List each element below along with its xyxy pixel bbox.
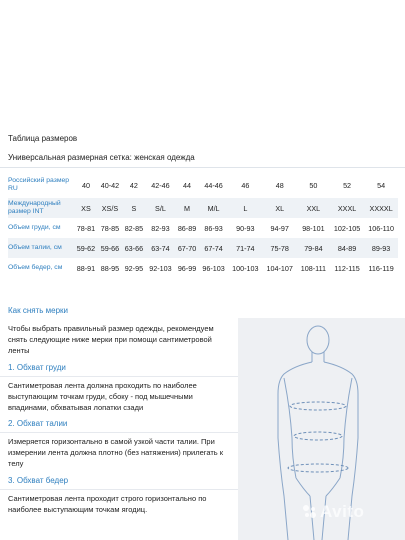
table-cell: XXXL: [330, 198, 364, 218]
size-table: [8, 172, 398, 278]
table-cell: 116-119: [368, 263, 394, 273]
table-cell: 44: [183, 180, 191, 190]
table-cell: XL: [263, 198, 297, 218]
table-cell: 82-93: [151, 223, 170, 233]
how-to-measure-intro: Чтобы выбрать правильный размер одежды, рекомендуем снять следующие ниже мерки при помощи сантиметровой ленты: [8, 324, 214, 355]
how-to-measure-title: Как снять мерки: [8, 306, 69, 315]
table-cell: 50: [309, 180, 318, 190]
table-cell: 104-107: [266, 263, 293, 273]
divider: [0, 167, 405, 168]
hips-section-title: 3. Обхват бедер: [8, 476, 69, 485]
table-cell: L: [228, 198, 262, 218]
table-cell: 63-66: [122, 238, 146, 258]
table-cell: 59-66: [98, 238, 122, 258]
table-cell: 82-85: [124, 223, 144, 233]
table-row: [8, 172, 398, 198]
table-cell: XXL: [297, 198, 330, 218]
table-cell: 100-103: [232, 263, 259, 273]
chest-section-title: 1. Обхват груди: [8, 363, 66, 372]
table-cell: 75-78: [263, 238, 297, 258]
table-row: [8, 218, 398, 238]
page-title: Таблица размеров: [8, 134, 78, 143]
hips-measure-line: [288, 464, 348, 472]
table-cell: 67-74: [199, 238, 228, 258]
chest-section-text: Сантиметровая лента должна проходить по наиболее выступающим точкам груди, сбоку - под мышечными впадинами, обхватывая лопатки сзади: [8, 381, 197, 412]
table-cell: 92-95: [124, 263, 144, 273]
table-cell: 44-46: [204, 180, 223, 190]
silhouette-head: [307, 326, 329, 354]
watermark-text: Avito: [320, 502, 365, 521]
table-cell: 94-97: [270, 223, 289, 233]
table-cell: M: [175, 198, 199, 218]
page-subtitle: Универсальная размерная сетка: женская одежда: [8, 153, 195, 162]
table-row: [8, 238, 398, 258]
table-cell: 112-115: [334, 263, 360, 273]
chest-measure-line: [290, 402, 346, 410]
table-cell: 46: [241, 180, 250, 190]
table-cell: 108-111: [300, 263, 327, 273]
table-cell: 63-74: [146, 238, 175, 258]
table-cell: 78-85: [100, 223, 120, 233]
table-cell: 88-91: [76, 263, 96, 273]
table-row: [8, 198, 398, 218]
table-cell: XS/S: [98, 198, 122, 218]
table-cell: 40-42: [100, 180, 120, 190]
waist-measure-line: [294, 432, 342, 440]
table-cell: 40: [81, 180, 90, 190]
table-cell: 86-93: [204, 223, 223, 233]
table-cell: 90-93: [236, 223, 255, 233]
table-cell: 89-93: [364, 238, 398, 258]
table-cell: 96-99: [177, 263, 197, 273]
table-cell: 98-101: [302, 223, 325, 233]
table-cell: XXXXL: [364, 198, 398, 218]
hips-section-text: Сантиметровая лента проходит строго горизонтально по наиболее выступающим точкам ягодиц.: [8, 494, 207, 514]
row-label: Объем талии, см: [8, 238, 74, 258]
table-cell: 79-84: [297, 238, 330, 258]
table-cell: 59-62: [74, 238, 98, 258]
table-cell: 52: [343, 180, 352, 190]
row-label: Российский размер RU: [8, 177, 70, 192]
table-row: [8, 258, 398, 278]
table-cell: M/L: [199, 198, 228, 218]
table-cell: 84-89: [330, 238, 364, 258]
table-cell: 92-103: [149, 263, 172, 273]
waist-section-title: 2. Обхват талии: [8, 419, 68, 428]
table-cell: XS: [74, 198, 98, 218]
table-cell: 96-103: [202, 263, 225, 273]
table-cell: 42: [129, 180, 138, 190]
table-cell: 42-46: [151, 180, 170, 190]
watermark-logo-icon: [302, 504, 318, 520]
table-cell: 67-70: [175, 238, 199, 258]
row-label: Объем груди, см: [8, 224, 61, 231]
table-cell: 78-81: [76, 223, 96, 233]
table-cell: 86-89: [177, 223, 197, 233]
table-cell: 71-74: [228, 238, 262, 258]
table-cell: 88-95: [100, 263, 120, 273]
row-label: Объем бедер, см: [8, 264, 63, 271]
table-cell: 106-110: [368, 223, 395, 233]
table-cell: S: [122, 198, 146, 218]
row-label: Международный размер INT: [8, 198, 74, 218]
table-cell: 54: [377, 180, 386, 190]
table-cell: S/L: [146, 198, 175, 218]
waist-section-text: Измеряется горизонтально в самой узкой части талии. При измерении лента должна плотно (без натяжения) прилегать к телу: [8, 437, 224, 468]
table-cell: 48: [275, 180, 284, 190]
table-cell: 102-105: [333, 223, 361, 233]
